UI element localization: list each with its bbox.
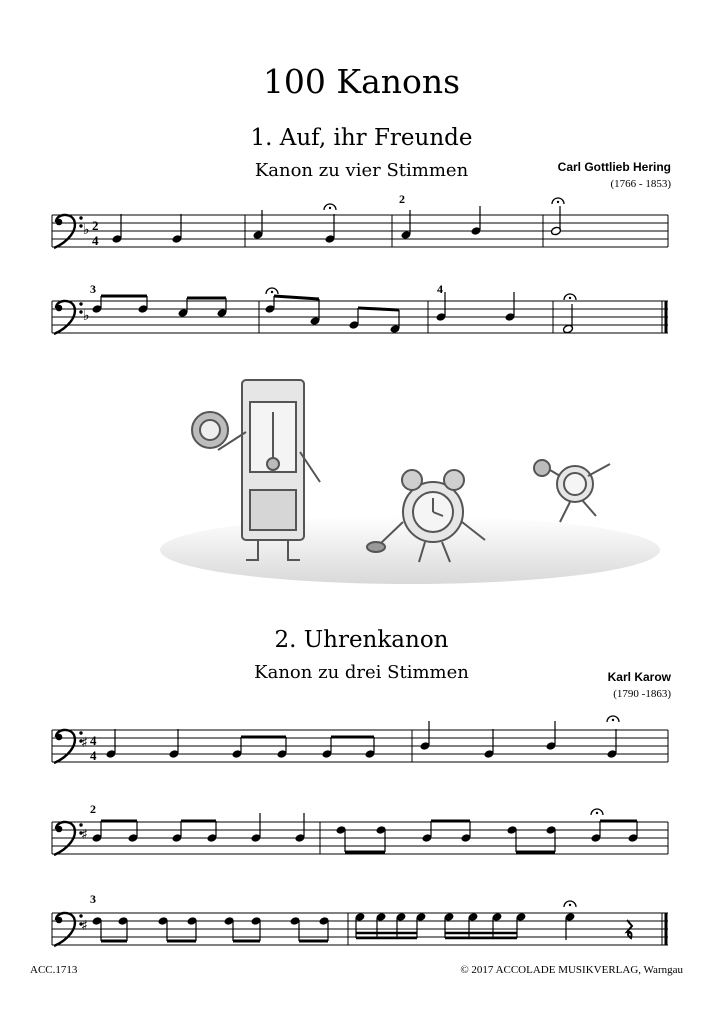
svg-text:4: 4 <box>90 733 97 748</box>
svg-text:♯: ♯ <box>81 827 88 843</box>
svg-text:♯: ♯ <box>81 918 88 934</box>
svg-text:4: 4 <box>92 233 99 248</box>
svg-text:4: 4 <box>437 282 443 296</box>
svg-text:4: 4 <box>90 748 97 763</box>
clock-cartoon-illustration <box>150 372 670 592</box>
svg-text:3: 3 <box>90 892 96 906</box>
svg-text:2: 2 <box>92 218 99 233</box>
svg-text:♭: ♭ <box>83 308 90 324</box>
staff-system-4 <box>52 822 668 854</box>
svg-text:2: 2 <box>399 192 405 206</box>
piece-2-title: 2. Uhrenkanon <box>274 627 449 653</box>
piece-1-dates: (1766 - 1853) <box>610 178 671 190</box>
piece-2-subtitle: Kanon zu drei Stimmen <box>254 662 469 683</box>
piece-1-composer: Carl Gottlieb Hering <box>557 160 671 174</box>
staff-system-3 <box>52 730 668 762</box>
pocket-watch-character <box>534 460 610 522</box>
svg-text:2: 2 <box>90 802 96 816</box>
copyright: © 2017 ACCOLADE MUSIKVERLAG, Warngau <box>460 964 683 976</box>
piece-2-dates: (1790 -1863) <box>613 688 671 700</box>
catalog-number: ACC.1713 <box>30 964 78 976</box>
svg-text:3: 3 <box>90 282 96 296</box>
svg-text:♭: ♭ <box>83 222 90 238</box>
staff-system-1 <box>52 215 668 247</box>
book-title: 100 Kanons <box>262 62 461 101</box>
piece-1-title: 1. Auf, ihr Freunde <box>250 125 473 151</box>
piece-2-composer: Karl Karow <box>607 670 671 684</box>
piece-1-subtitle: Kanon zu vier Stimmen <box>254 160 469 181</box>
svg-text:♯: ♯ <box>81 735 88 751</box>
